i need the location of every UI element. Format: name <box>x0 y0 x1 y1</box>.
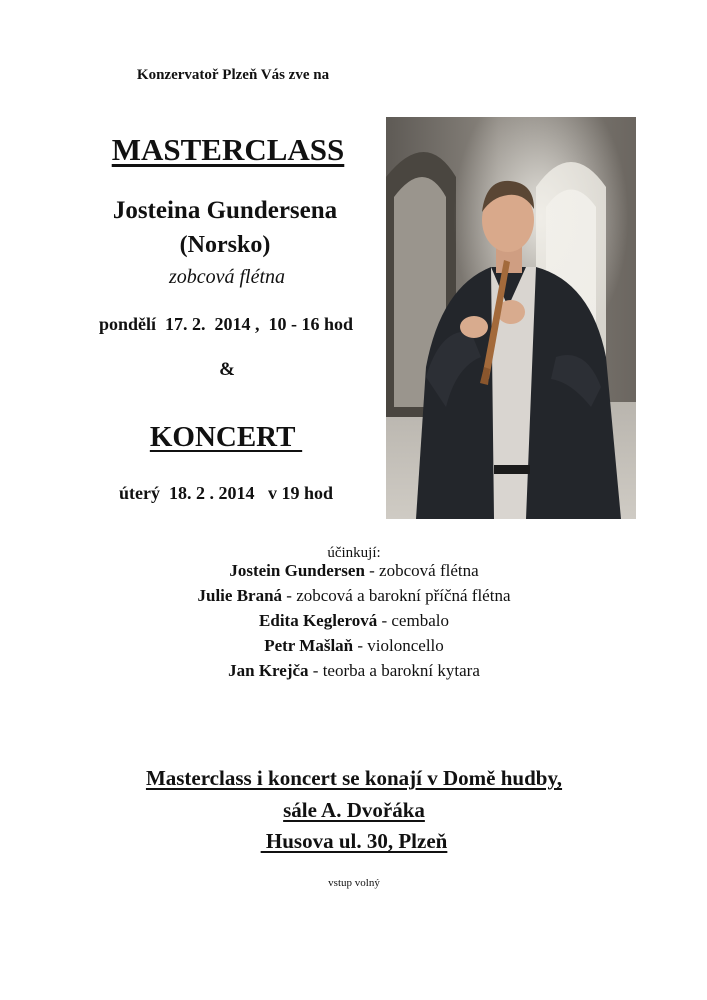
performer-role: - zobcová a barokní příčná flétna <box>282 586 511 605</box>
performer-name: Jostein Gundersen <box>229 561 365 580</box>
concert-title: KONCERT <box>149 421 303 453</box>
performer-name: Edita Keglerová <box>259 611 378 630</box>
concert-date: úterý 18. 2 . 2014 v 19 hod <box>118 483 334 503</box>
performer-name: Jan Krejča <box>228 661 309 680</box>
performers-label: účinkují: <box>327 545 381 561</box>
performer-line <box>228 661 480 681</box>
performer-name: Petr Mašlaň <box>264 636 354 655</box>
masterclass-date: pondělí 17. 2. 2014 , 10 - 16 hod <box>98 314 354 334</box>
venue-line-2: sále A. Dvořáka <box>283 798 425 822</box>
entry-note: vstup volný <box>328 877 380 889</box>
performer-role: - teorba a barokní kytara <box>308 661 480 680</box>
venue-line-1: Masterclass i koncert se konají v Domě hudby, <box>145 766 563 790</box>
venue-line-3: Husova ul. 30, Plzeň <box>260 829 448 853</box>
performer-name: Julie Braná <box>197 586 283 605</box>
performer-line <box>198 586 511 606</box>
artist-name: Josteina Gundersena <box>112 197 338 224</box>
performer-line <box>259 611 449 631</box>
performer-line <box>264 636 444 656</box>
ampersand: & <box>219 359 235 380</box>
performer-role: - cembalo <box>377 611 449 630</box>
masterclass-title: MASTERCLASS <box>111 132 345 167</box>
artist-country: (Norsko) <box>179 232 271 258</box>
performer-role: - violoncello <box>353 636 444 655</box>
artist-instrument: zobcová flétna <box>168 266 286 288</box>
invitation-line: Konzervatoř Plzeň Vás zve na <box>136 67 330 83</box>
performer-line <box>229 561 478 581</box>
performer-photo <box>386 117 636 519</box>
performer-role: - zobcová flétna <box>364 561 479 580</box>
